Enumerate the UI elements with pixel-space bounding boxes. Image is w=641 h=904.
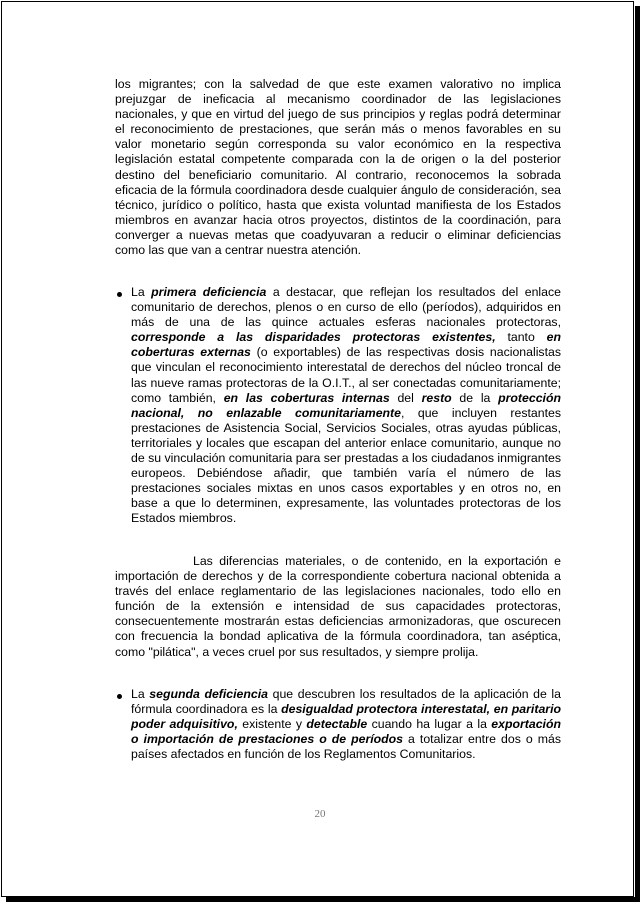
emphasis-run: corresponde a las disparidades protectoras existentes, [131, 330, 496, 345]
text-run: La [131, 285, 152, 299]
text-run: , que incluyen restantes prestaciones de Asistencia Social, Servicios Sociales, otras ayudas públicas, territoriales y locales que escapan del anterior enlace comunitario, aunque no de su vinculación comunitaria para ser prestadas a los ciudadanos inmigrantes europeos. Debiéndose añadir, que también varía el número de las prestaciones sociales mixtas en unos casos exportables y en otros no, en base a que lo determinen, expresamente, las voluntades protectoras de los Estados miembros. [131, 405, 561, 526]
paragraph-2 [115, 554, 561, 660]
emphasis-run: desigualdad protectora interestatal, en paritario poder adquisitivo, [131, 702, 561, 732]
page-number: 20 [314, 808, 326, 820]
text-run: tanto [495, 330, 547, 345]
text-run: existente y [237, 717, 307, 732]
emphasis-run: resto [421, 390, 452, 405]
emphasis-run: protección nacional, no enlazable comunitariamente [131, 390, 561, 420]
emphasis-run: segunda deficiencia [149, 687, 269, 701]
text-run: a totalizar entre dos o más países afectados en función de los Reglamentos Comunitarios. [131, 732, 561, 762]
page-shadow-right [635, 6, 640, 902]
text-run: a destacar, que reflejan los resultados del enlace comunitario de derechos, plenos o en curso de ello (períodos), adquiridos en más de una de las quince actuales esferas nacionales protectoras, [131, 285, 561, 330]
text-run: cuando ha lugar a la [367, 717, 492, 732]
text-run: La [131, 687, 150, 701]
bullet-item-2 [131, 687, 561, 762]
emphasis-run: primera deficiencia [151, 285, 267, 299]
bullet-item-1 [131, 285, 561, 527]
text-run: del [389, 390, 422, 405]
text-run: que descubren los resultados de la aplicación de la fórmula coordinadora es la [131, 687, 561, 717]
paragraph-2-text: Las diferencias materiales, o de contenido, en la exportación e importación de derechos y de la correspondiente cobertura nacional obtenida a través del enlace reglamentario de las legislaciones nacionales, todo ello en función de la extensión e intensidad de sus capacidades protectoras, consecuentemente mostrarán estas deficiencias armonizadoras, que oscurecen con frecuencia la bondad aplicativa de la fórmula coordinadora, tan aséptica, como "pilática", a veces cruel por sus resultados, y siempre prolija. [115, 554, 561, 659]
text-run: de la [451, 390, 499, 405]
emphasis-run: detectable [306, 717, 368, 732]
paragraph-1: los migrantes; con la salvedad de que este examen valorativo no implica prejuzgar de ineficacia al mecanismo coordinador de las legislaciones nacionales, y que en virtud del juego de sus principios y reglas podrá determinar el reconocimiento de prestaciones, que serán más o menos favorables en su valor monetario según corresponda su valor económico en la respectiva legislación estatal competente comparada con la de origen o la del posterior destino del beneficiario comunitario. Al contrario, reconocemos la sobrada eficacia de la fórmula coordinadora desde cualquier ángulo de consideración, sea técnico, jurídico o político, hasta que exista voluntad manifiesta de los Estados miembros en avanzar hacia otros proyectos, distintos de la coordinación, para converger a nuevas metas que coadyuvaran a reducir o eliminar deficiencias como las que van a centrar nuestra atención. [115, 77, 561, 258]
text-run: (o exportables) de las respectivas dosis nacionalistas que vinculan el reconocimiento interestatal de derechos del núcleo troncal de las nueve ramas protectoras de la O.I.T., al ser conectadas comunitariamente; como también, [131, 345, 561, 405]
bullet-dot-2 [117, 694, 122, 699]
page-shadow-bottom [6, 897, 640, 902]
emphasis-run: en las coberturas internas [223, 390, 390, 405]
emphasis-run: en coberturas externas [131, 330, 562, 360]
emphasis-run: exportación o importación de prestaciones o de períodos [131, 717, 561, 747]
bullet-dot-1 [117, 292, 122, 297]
